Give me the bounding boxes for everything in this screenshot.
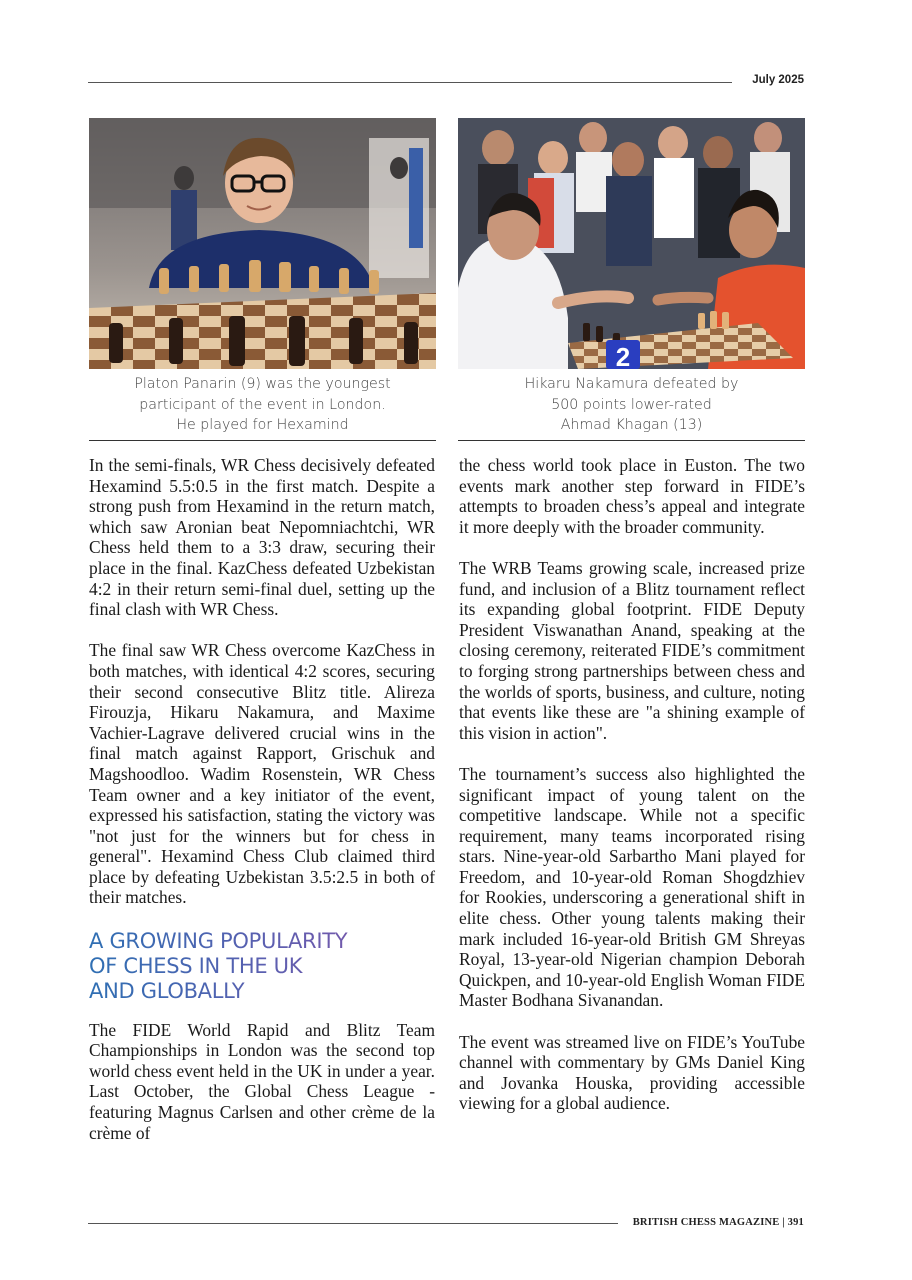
article-paragraph: The WRB Teams growing scale, increased prize fund, and inclusion of a Blitz tournament reflect its expanding global footprint. FIDE Deputy President Viswanathan Anand, speaking at the closing ceremony, reiterated FIDE’s commitment to forging strong partnerships between chess and the worlds of sports, business, and culture, noting that events like these are "a shining example of this vision in action". [459, 557, 805, 743]
chess-handshake-scene-icon [458, 118, 805, 369]
caption-line: Ahmad Khagan (13) [560, 417, 703, 433]
article-paragraph: The final saw WR Chess overcome KazChess in both matches, with identical 4:2 scores, securing their second consecutive Blitz title. Alireza Firouzja, Hikaru Nakamura, and Maxime Vachier-Lagrave delivered crucial wins in the final match against Rapport, Grischuk and Magshoodloo. Wadim Rosenstein, WR Chess Team owner and a key initiator of the event, expressed his satisfaction, stating the victory was "not just for the winners but for chess in general". Hexamind Chess Club claimed third place by defeating Uzbekistan 3.5:2.5 in both of their matches. [89, 640, 435, 908]
caption-line: participant of the event in London. [139, 396, 386, 413]
caption-divider [458, 440, 805, 441]
caption-line: He played for Hexamind [176, 417, 349, 433]
article-paragraph: the chess world took place in Euston. The two events mark another step forward in FIDE’s attempts to broaden chess’s appeal and integrate it more deeply with the broader community. [459, 455, 805, 537]
article-paragraph: In the semi-finals, WR Chess decisively defeated Hexamind 5.5:0.5 in the first match. Despite a strong push from Hexamind in the return match, which saw Aronian beat Nepomniachtchi, WR Chess held them to a 3:3 draw, securing their place in the final. KazChess defeated Uzbekistan 4:2 in their return semi-final duel, setting up the final clash with WR Chess. [89, 455, 435, 620]
header-rule [88, 82, 732, 83]
board-number-label: 2 [615, 342, 631, 369]
section-heading [89, 929, 435, 1004]
caption-divider [89, 440, 436, 441]
article-column-right [459, 455, 805, 1135]
caption-left [89, 374, 436, 436]
caption-line: Hikaru Nakamura defeated by [524, 376, 739, 392]
heading-line: A GROWING POPULARITY [89, 928, 348, 953]
footer-rule [88, 1223, 618, 1224]
footer-page-label: BRITISH CHESS MAGAZINE | 391 [632, 1217, 804, 1228]
article-column-left [89, 455, 435, 1164]
photo-nakamura-handshake [458, 118, 805, 369]
issue-date: July 2025 [752, 74, 804, 86]
article-paragraph: The FIDE World Rapid and Blitz Team Championships in London was the second top world chess event held in the UK in under a year. Last October, the Global Chess League - featuring Magnus Carlsen and other crème de la crème of [89, 1019, 435, 1143]
caption-line: Platon Panarin (9) was the youngest [134, 376, 391, 392]
article-paragraph: The event was streamed live on FIDE’s YouTube channel with commentary by GMs Daniel King and Jovanka Houska, providing accessible viewing for a global audience. [459, 1031, 805, 1114]
heading-line: AND GLOBALLY [89, 978, 245, 1003]
article-paragraph: The tournament’s success also highlighted the significant impact of young talent on the competitive landscape. While not a specific requirement, many teams incorporated rising stars. Nine-year-old Sarbartho Mani played for Freedom, and 10-year-old Roman Shogdzhiev for Rookies, underscoring a generational shift in elite chess. Other young talents making their mark included 16-year-old British GM Shreyas Royal, 13-year-old Nigerian champion Deborah Quickpen, and 10-year-old English Woman FIDE Master Bodhana Sivanandan. [459, 763, 805, 1011]
photo-young-player [89, 118, 436, 369]
caption-right [458, 374, 805, 436]
heading-line: OF CHESS IN THE UK [89, 953, 303, 978]
caption-line: 500 points lower-rated [551, 396, 712, 413]
chess-player-portrait-icon [89, 118, 436, 369]
